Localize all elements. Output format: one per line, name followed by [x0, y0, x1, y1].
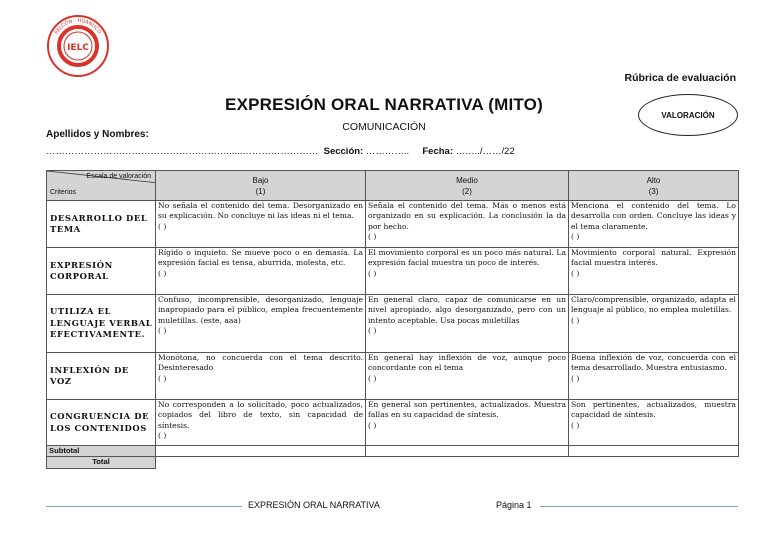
score-checkbox[interactable]: ( ): [571, 231, 580, 241]
criterion-cell: CONGRUENCIA DE LOS CONTENIDOS: [47, 400, 156, 446]
score-checkbox[interactable]: ( ): [158, 221, 167, 231]
criterion-cell: UTILIZA EL LENGUAJE VERBAL EFECTIVAMENTE.: [47, 295, 156, 353]
score-checkbox[interactable]: ( ): [368, 325, 377, 335]
fecha-label: Fecha:: [422, 146, 453, 157]
score-checkbox[interactable]: ( ): [158, 268, 167, 278]
score-checkbox[interactable]: ( ): [158, 325, 167, 335]
level-header-medio: Medio (2): [366, 171, 569, 201]
level-header-bajo: Bajo (1): [156, 171, 366, 201]
empty-cell: [569, 457, 739, 468]
descriptor-cell: Confuso, incomprensible, desorganizado, lenguaje inapropiado para el público, emplea frecuentemente muletillas. (este, aaa) ( ): [156, 295, 366, 353]
score-checkbox[interactable]: ( ): [368, 373, 377, 383]
footer-rule-right: [540, 506, 738, 507]
descriptor-cell: En general hay inflexión de voz, aunque poco concordante con el tema ( ): [366, 353, 569, 400]
descriptor-cell: Buena inflexión de voz, concuerda con el tema desarrollado. Muestra entusiasmo. ( ): [569, 353, 739, 400]
criterion-cell: EXPRESIÓN CORPORAL: [47, 248, 156, 295]
descriptor-cell: No señala el contenido del tema. Desorganizado en su explicación. No concluye ni las ideas ni el tema. ( ): [156, 201, 366, 248]
valoracion-label: VALORACIÓN: [661, 110, 715, 120]
footer-rule-left: [46, 506, 242, 507]
seccion-blank[interactable]: …………..: [365, 146, 410, 157]
empty-cell: [366, 457, 569, 468]
table-row: [47, 295, 739, 353]
table-row: [47, 248, 739, 295]
score-checkbox[interactable]: ( ): [368, 231, 377, 241]
name-blank[interactable]: …………………………………………………......……………………: [46, 146, 319, 157]
apellidos-label: Apellidos y Nombres:: [46, 129, 149, 140]
descriptor-cell: Claro/comprensible, organizado, adapta el lenguaje al público, no emplea muletillas. ( ): [569, 295, 739, 353]
page-title: EXPRESIÓN ORAL NARRATIVA (MITO): [225, 95, 543, 114]
descriptor-cell: Son pertinentes, actualizados, muestra capacidad de síntesis. ( ): [569, 400, 739, 446]
footer-title: EXPRESIÓN ORAL NARRATIVA: [248, 500, 380, 510]
table-row: [47, 353, 739, 400]
subtotal-label: Subtotal: [47, 446, 156, 457]
subtotal-alto[interactable]: [569, 446, 739, 457]
logo-ring-text: FALCÓN · HUANUCO: [53, 17, 103, 36]
score-checkbox[interactable]: ( ): [158, 373, 167, 383]
table-row: [47, 400, 739, 446]
seccion-label: Sección:: [323, 146, 364, 157]
descriptor-cell: Monótona, no concuerda con el tema descrito. Desinteresado ( ): [156, 353, 366, 400]
rubric-table: [46, 170, 739, 469]
rubric-label: Rúbrica de evaluación: [624, 72, 736, 84]
score-checkbox[interactable]: ( ): [368, 268, 377, 278]
criteria-label: Criterios: [50, 188, 77, 196]
school-logo: [46, 14, 110, 78]
table-header-row: [47, 171, 739, 201]
total-label: Total: [47, 457, 156, 468]
fecha-blank[interactable]: ……../……/22: [455, 146, 515, 157]
student-info-line: [46, 146, 515, 157]
score-checkbox[interactable]: ( ): [571, 373, 580, 383]
score-checkbox[interactable]: ( ): [571, 315, 580, 325]
corner-cell: [47, 171, 156, 201]
score-checkbox[interactable]: ( ): [571, 268, 580, 278]
subtotal-bajo[interactable]: [156, 446, 366, 457]
level-header-alto: Alto (3): [569, 171, 739, 201]
descriptor-cell: Menciona el contenido del tema. Lo desarrolla con orden. Concluye las ideas y el tema claramente. ( ): [569, 201, 739, 248]
descriptor-cell: Movimiento corporal natural. Expresión facial muestra interés. ( ): [569, 248, 739, 295]
subtotal-medio[interactable]: [366, 446, 569, 457]
descriptor-cell: En general son pertinentes, actualizados. Muestra fallas en su capacidad de síntesis. ( ): [366, 400, 569, 446]
table-row: [47, 201, 739, 248]
footer-page-number: Página 1: [496, 500, 532, 510]
criterion-cell: INFLEXIÓN DE VOZ: [47, 353, 156, 400]
valoracion-oval: [638, 94, 738, 136]
subtotal-row: [47, 446, 739, 457]
score-checkbox[interactable]: ( ): [571, 420, 580, 430]
descriptor-cell: No corresponden a lo solicitado, poco actualizados, copiados del libro de texto, sin capacidad de síntesis. ( ): [156, 400, 366, 446]
logo-initials: IELC: [67, 43, 89, 53]
total-row: [47, 457, 739, 468]
page-subtitle: COMUNICACIÓN: [342, 121, 426, 133]
total-value[interactable]: [156, 457, 366, 468]
descriptor-cell: El movimiento corporal es un poco más natural. La expresión facial muestra un poco de interés. ( ): [366, 248, 569, 295]
descriptor-cell: Rígido o inquieto. Se mueve poco o en demasía. La expresión facial es tensa, aburrida, molesta, etc. ( ): [156, 248, 366, 295]
descriptor-cell: Señala el contenido del tema. Más o menos está organizado en su explicación. La conclusión la da por hecho. ( ): [366, 201, 569, 248]
scale-label: Escala de valoración: [86, 173, 151, 180]
descriptor-cell: En general claro, capaz de comunicarse en un nivel apropiado, algo desorganizado, pero con un intento aceptable. Usa pocas muletillas ( ): [366, 295, 569, 353]
criterion-cell: DESARROLLO DEL TEMA: [47, 201, 156, 248]
score-checkbox[interactable]: ( ): [368, 420, 377, 430]
score-checkbox[interactable]: ( ): [158, 430, 167, 440]
